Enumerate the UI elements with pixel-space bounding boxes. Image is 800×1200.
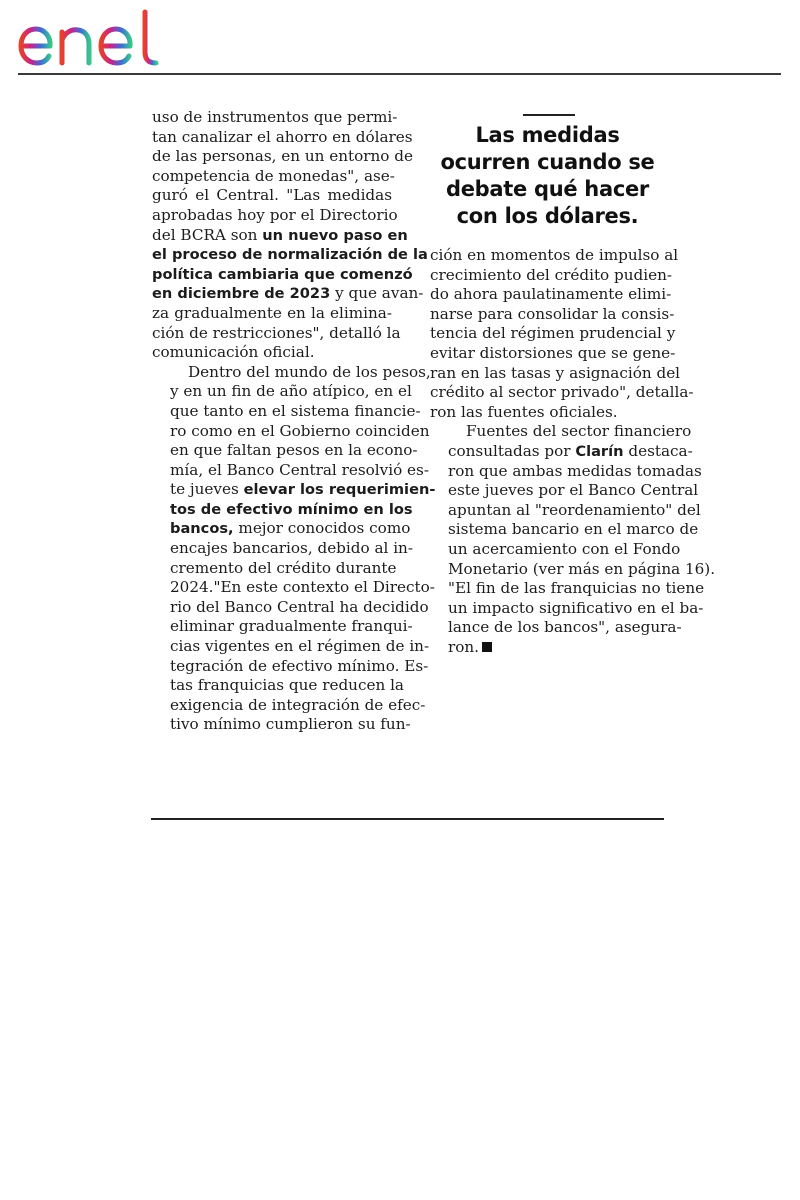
end-of-article-mark [482,642,492,652]
text-line [152,480,436,500]
article-left-column [152,108,436,735]
text-line: narse para consolidar la consis- [430,304,675,323]
text-segment: y que avan- [330,284,424,303]
text-line: uso de instrumentos que permi- [152,108,398,126]
text-line: tencia del régimen prudencial y [430,324,676,343]
text-line: lance de los bancos", asegura- [448,618,682,637]
text-line: tas franquicias que reducen la [170,676,404,695]
bold-text: tos de efectivo mínimo en los [170,500,413,518]
text-line: crédito al sector privado", detalla- [430,383,694,402]
text-line: ro como en el Gobierno coinciden [170,421,430,440]
bold-text: política cambiaria que comenzó [152,265,413,283]
text-line: "El fin de las franquicias no tiene [448,579,705,598]
text-segment: del BCRA son [152,225,263,244]
footer-divider [151,818,664,820]
text-line: un impacto significativo en el ba- [448,598,704,617]
text-line: mía, el Banco Central resolvió es- [170,460,429,479]
bold-text: un nuevo paso en [262,226,408,244]
text-line: ron las fuentes oficiales. [430,402,618,421]
text-line: cias vigentes en el régimen de in- [170,637,430,656]
text-line: comunicación oficial. [152,343,315,362]
text-line: Fuentes del sector financiero [466,422,692,441]
text-line: aprobadas hoy por el Directorio [152,205,398,224]
text-line: de las personas, en un entorno de [152,147,413,166]
text-line [152,519,411,539]
left-paragraph-2 [152,362,436,735]
text-line: que tanto en el sistema financie- [170,401,421,420]
text-line: do ahora paulatinamente elimi- [430,285,672,304]
text-line: ción en momentos de impulso al [430,246,679,264]
text-segment: destaca- [623,441,693,460]
text-line: crecimiento del crédito pudien- [430,265,673,284]
text-line: tan canalizar el ahorro en dólares [152,127,413,146]
text-line [152,500,413,520]
text-line: Dentro del mundo de los pesos, [188,362,431,381]
text-line [430,441,693,462]
text-line: competencia de monedas", ase- [152,166,395,185]
text-line: eliminar gradualmente franqui- [170,617,413,636]
article-right-column [430,246,716,657]
right-paragraph-1 [430,246,694,422]
text-line [152,225,408,246]
pull-quote: Las medidas ocurren cuando se debate qué hacer con los dólares. [440,123,655,228]
bold-text: bancos, [170,520,234,538]
text-line: 2024."En este contexto el Directo- [170,578,435,597]
text-line: exigencia de integración de efec- [170,695,426,714]
text-line: ran en las tasas y asignación del [430,363,681,382]
logo-text: enel [18,8,21,9]
text-line: guró el Central. "Las medidas [152,186,392,205]
text-line [152,265,413,285]
text-line: este jueves por el Banco Central [448,481,699,500]
text-line: un acercamiento con el Fondo [448,539,681,558]
text-line: sistema bancario en el marco de [448,520,699,539]
text-line: y en un fin de año atípico, en el [170,382,412,401]
left-paragraph-1 [152,108,428,363]
text-line: ron que ambas medidas tomadas [448,461,702,480]
text-line: Monetario (ver más en página 16). [448,559,716,578]
bold-text: elevar los requerimien- [243,481,436,499]
text-line: apuntan al "reordenamiento" del [448,500,701,519]
text-line: evitar distorsiones que se gene- [430,343,676,362]
text-line [152,245,428,265]
text-segment: consultadas por [448,441,576,460]
text-line: tivo mínimo cumplieron su fun- [170,715,411,734]
text-line: za gradualmente en la elimina- [152,303,392,322]
right-paragraph-2 [430,422,716,657]
bold-text: el proceso de normalización de la [152,246,428,264]
bold-text: Clarín [575,442,624,460]
text-segment: mejor conocidos como [233,519,411,538]
bold-text: en diciembre de 2023 [152,285,331,303]
text-line: en que faltan pesos en la econo- [170,441,418,460]
text-line: encajes bancarios, debido al in- [170,539,413,558]
text-line: rio del Banco Central ha decidido [170,597,429,616]
text-line: ron. [430,638,665,658]
enel-logo [18,8,178,68]
text-line [152,284,424,304]
text-line: cremento del crédito durante [170,558,397,577]
text-segment: te jueves [170,480,244,499]
text-line: tegración de efectivo mínimo. Es- [170,656,429,675]
pull-quote-rule [523,114,575,116]
header-divider [18,73,781,75]
text-line: ción de restricciones", detalló la [152,323,401,342]
